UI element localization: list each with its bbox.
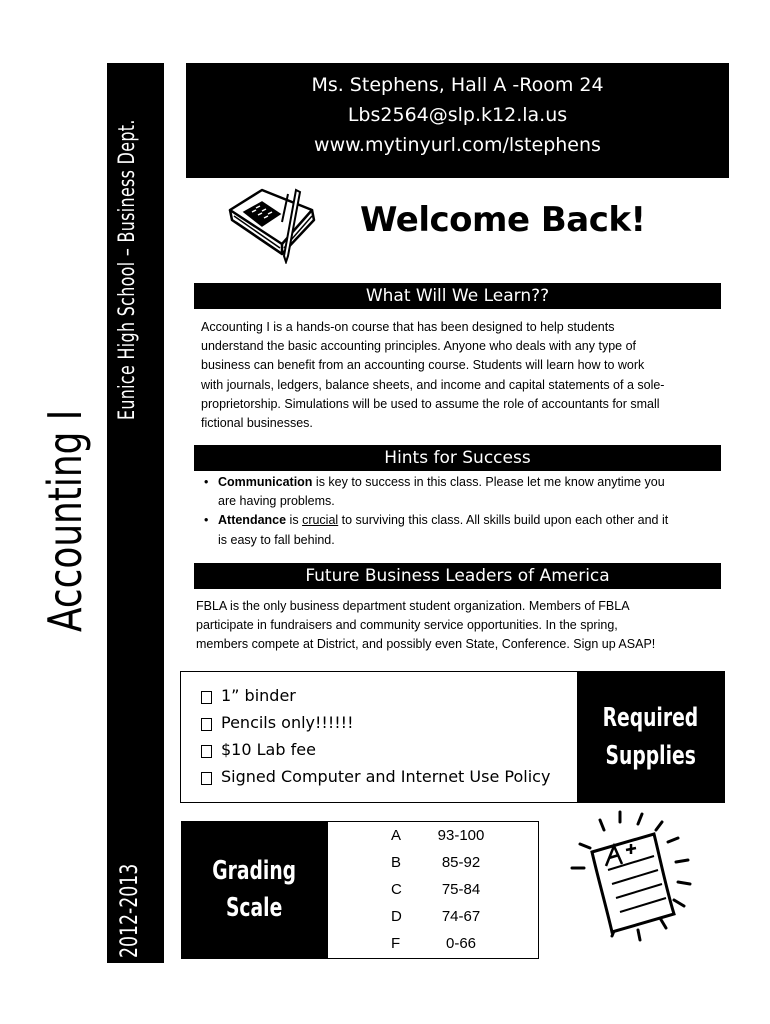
grade-range: 0-66 — [445, 935, 477, 952]
list-item: Signed Computer and Internet Use Policy — [199, 763, 550, 790]
teacher-email: Lbs2564@slp.k12.la.us — [347, 104, 568, 126]
hint-emphasis: crucial — [302, 513, 339, 528]
grade-letter: F — [391, 935, 401, 952]
learn-heading: What Will We Learn?? — [194, 283, 721, 309]
grading-label-line: Grading — [212, 856, 296, 886]
grade-letter: D — [391, 908, 402, 925]
table-row — [328, 930, 540, 957]
list-item: Pencils only!!!!!! — [199, 709, 550, 736]
grading-table — [327, 821, 539, 959]
fbla-line: participate in fundraisers and community service opportunities. In the spring, — [196, 618, 618, 633]
teacher-room: Ms. Stephens, Hall A -Room 24 — [311, 74, 604, 96]
learn-line: with journals, ledgers, balance sheets, and income and capital statements of a sole- — [201, 377, 665, 392]
fbla-paragraph — [196, 597, 726, 655]
learn-line: proprietorship. Simulations will be used to assume the role of accountants for small — [201, 396, 660, 411]
teacher-website: www.mytinyurl.com/lstephens — [314, 134, 601, 156]
welcome-title: Welcome Back! — [360, 200, 646, 240]
supplies-box — [180, 671, 725, 803]
hints-heading: Hints for Success — [194, 445, 721, 471]
graded-paper-a-plus-icon — [562, 808, 697, 948]
learn-line: understand the basic accounting principles. Anyone who deals with any type of — [201, 339, 636, 354]
supplies-label-line: Required — [602, 703, 699, 733]
grade-range: 93-100 — [437, 827, 485, 844]
hint-text: is key to success in this class. Please let me know anytime you — [312, 475, 665, 489]
supplies-label-line: Supplies — [605, 741, 696, 771]
table-row — [328, 849, 540, 876]
list-item — [200, 511, 720, 549]
hints-list — [200, 473, 720, 550]
grade-letter: A — [391, 827, 402, 844]
grading-label-line: Scale — [225, 893, 283, 923]
grade-letter: B — [391, 854, 402, 871]
hint-text: is — [286, 513, 303, 528]
teacher-info-header — [186, 63, 729, 178]
grade-letter: C — [391, 881, 402, 898]
learn-line: Accounting I is a hands-on course that has been designed to help students — [201, 320, 615, 334]
fbla-heading: Future Business Leaders of America — [194, 563, 721, 589]
learn-paragraph — [201, 318, 726, 433]
table-row — [328, 903, 540, 930]
hint-keyword: Communication — [218, 475, 313, 489]
school-department: Eunice High School – Business Dept. — [115, 119, 140, 420]
supplies-list — [199, 682, 550, 790]
calculator-notebook-icon — [222, 182, 317, 264]
grade-range: 74-67 — [441, 908, 481, 925]
supplies-label — [577, 672, 724, 802]
hint-text: is easy to fall behind. — [218, 532, 335, 547]
hint-text: to surviving this class. All skills build upon each other and it — [338, 513, 669, 528]
list-item — [200, 473, 720, 511]
learn-line: business can benefit from an accounting course. Students will learn how to work — [201, 358, 645, 373]
hint-keyword: Attendance — [218, 513, 287, 528]
table-row — [328, 876, 540, 903]
list-item: 1” binder — [199, 682, 550, 709]
fbla-line: FBLA is the only business department student organization. Members of FBLA — [196, 599, 630, 613]
grade-range: 85-92 — [441, 854, 481, 871]
hint-text: are having problems. — [218, 494, 335, 509]
fbla-line: members compete at District, and possibly even State, Conference. Sign up ASAP! — [196, 637, 656, 652]
grading-label — [181, 821, 327, 959]
learn-line: fictional businesses. — [201, 416, 313, 431]
table-row — [328, 822, 540, 849]
list-item: $10 Lab fee — [199, 736, 550, 763]
course-title: Accounting I — [38, 409, 92, 632]
school-year: 2012-2013 — [115, 863, 143, 958]
grade-range: 75-84 — [441, 881, 481, 898]
